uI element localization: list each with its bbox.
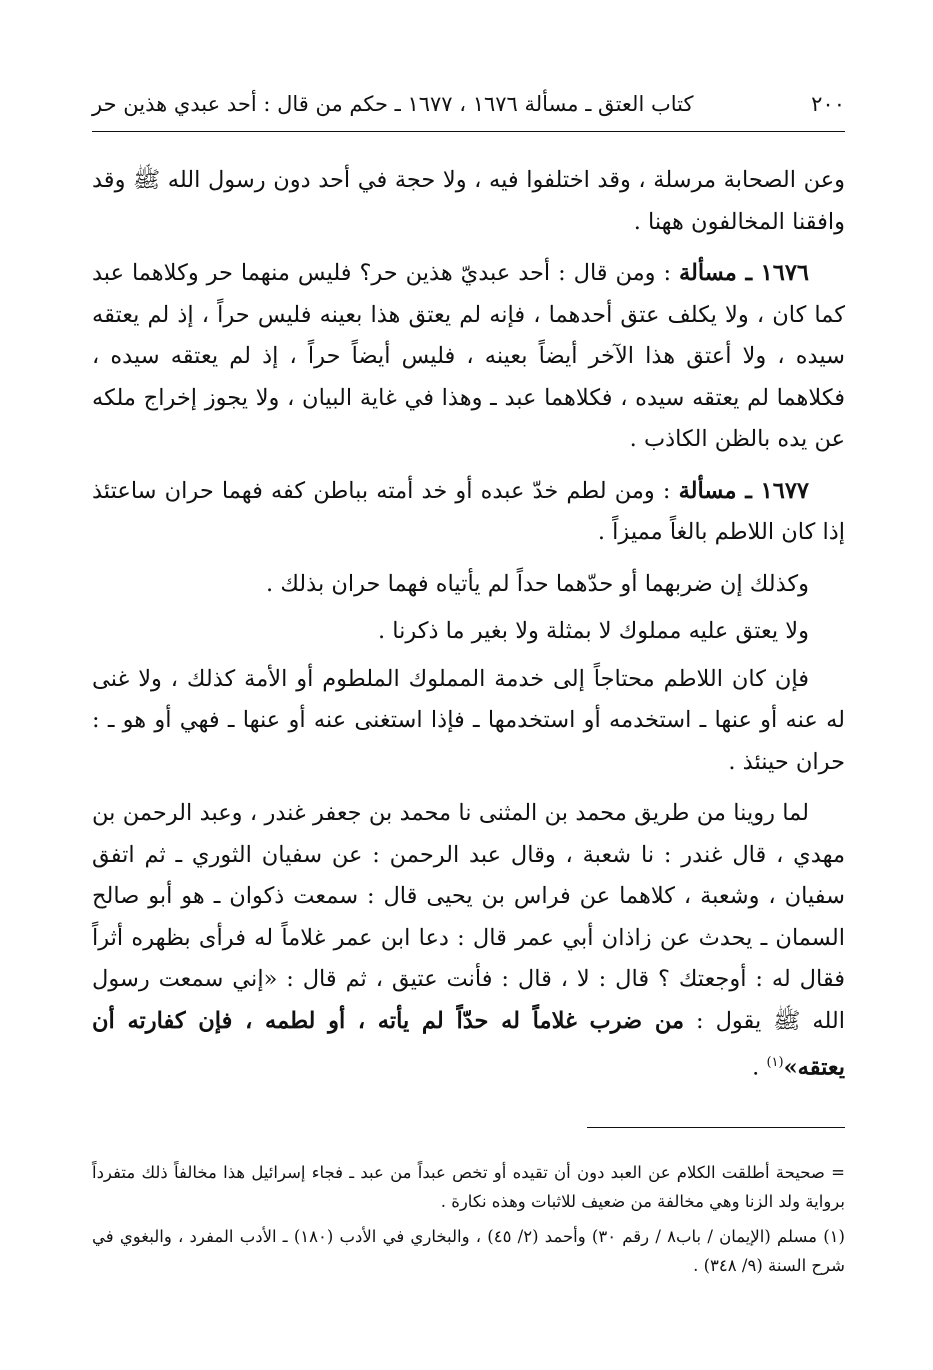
narration-chain: لما روينا من طريق محمد بن المثنى نا محمد بن جعفر غندر ، وعبد الرحمن بن مهدي ، قال غندر : نا شعبة ، وقال عبد الرحمن : عن سفيان الثوري ـ ثم اتفق سفيان ، وشعبة ، كلاهما عن فراس بن يحيى قال : سمعت ذكوان ـ هو أبو صالح السمان ـ يحدث عن زاذان أبي عمر قال : دعا ابن عمر غلاماً له فرأى بظهره أثراً فقال له : أوجعتك ؟ قال : لا ، قال : فأنت عتيق ، ثم قال : «إني سمعت رسول الله ﷺ يقول : xyxy=(92,800,845,1034)
footnotes xyxy=(92,1158,845,1286)
issue-number-1676: ١٦٧٦ ـ مسألة xyxy=(678,260,809,286)
paragraph-continuation: وعن الصحابة مرسلة ، وقد اختلفوا فيه ، ولا حجة في أحد دون رسول الله ﷺ وقد وافقنا المخالفون ههنا . xyxy=(92,167,845,235)
footnote-1: (١) مسلم (الإيمان / باب٨ / رقم ٣٠) وأحمد (٢/ ٤٥) ، والبخاري في الأدب (١٨٠) ـ الأدب المفرد ، والبغوي في شرح السنة (٩/ ٣٤٨) . xyxy=(92,1227,845,1275)
paragraph-not-freed: ولا يعتق عليه مملوك لا بمثلة ولا بغير ما ذكرنا . xyxy=(377,618,809,644)
issue-1676-text: : ومن قال : أحد عبديّ هذين حر؟ فليس منهما حر وكلاهما عبد كما كان ، ولا يكلف عتق أحدهما ، فإنه لم يعتق هذا بعينه فليس حراً ، إذ لم يعتقه سيده ، ولا أعتق هذا الآخر أيضاً بعينه ، فليس أيضاً حراً ، إذ لم يعتقه سيده ، فكلاهما لم يعتقه سيده ، فكلاهما عبد ـ وهذا في غاية البيان ، ولا يجوز إخراج ملكه عن يده بالظن الكاذب . xyxy=(92,260,845,452)
hadith-text: من ضرب غلاماً له حدّاً لم يأته ، أو لطمه ، فإن كفارته أن يعتقه» xyxy=(92,1007,845,1081)
narration-end: . xyxy=(752,1054,767,1081)
issue-1677-text: : ومن لطم خدّ عبده أو خد أمته بباطن كفه فهما حران ساعتئذ إذا كان اللاطم بالغاً مميزاً . xyxy=(92,477,845,545)
paragraph-issue-1677 xyxy=(92,471,845,554)
running-title: كتاب العتق ـ مسألة ١٦٧٦ ، ١٦٧٧ ـ حكم من قال : أحد عبدي هذين حر xyxy=(92,92,694,116)
footnote-continuation: = صحيحة أطلقت الكلام عن العبد دون أن تقيده أو تخص عبداً من عبد ـ فجاء إسرائيل هذا مخالفاً ذلك متفرداً برواية ولد الزنا وهي مخالفة من ضعيف للاثبات وهذه نكارة . xyxy=(92,1163,845,1211)
main-text xyxy=(92,160,845,1099)
page-number: ٢٠٠ xyxy=(811,92,845,116)
paragraph-narration xyxy=(92,793,845,1089)
issue-number-1677: ١٦٧٧ ـ مسألة xyxy=(678,477,810,504)
footnote-marker: (١) xyxy=(766,1055,784,1070)
paragraph-issue-1676 xyxy=(92,253,845,461)
paragraph-need-service: فإن كان اللاطم محتاجاً إلى خدمة المملوك الملطوم أو الأمة كذلك ، ولا غنى له عنه أو عنها ـ استخدمه أو استخدمها ـ فإذا استغنى عنه أو عنها ـ فهي أو هو ـ : حران حينئذ . xyxy=(92,665,845,775)
footnote-rule xyxy=(587,1127,845,1128)
paragraph-likewise: وكذلك إن ضربهما أو حدّهما حداً لم يأتياه فهما حران بذلك . xyxy=(266,570,809,597)
header-rule xyxy=(92,131,845,132)
page-header xyxy=(92,84,845,124)
